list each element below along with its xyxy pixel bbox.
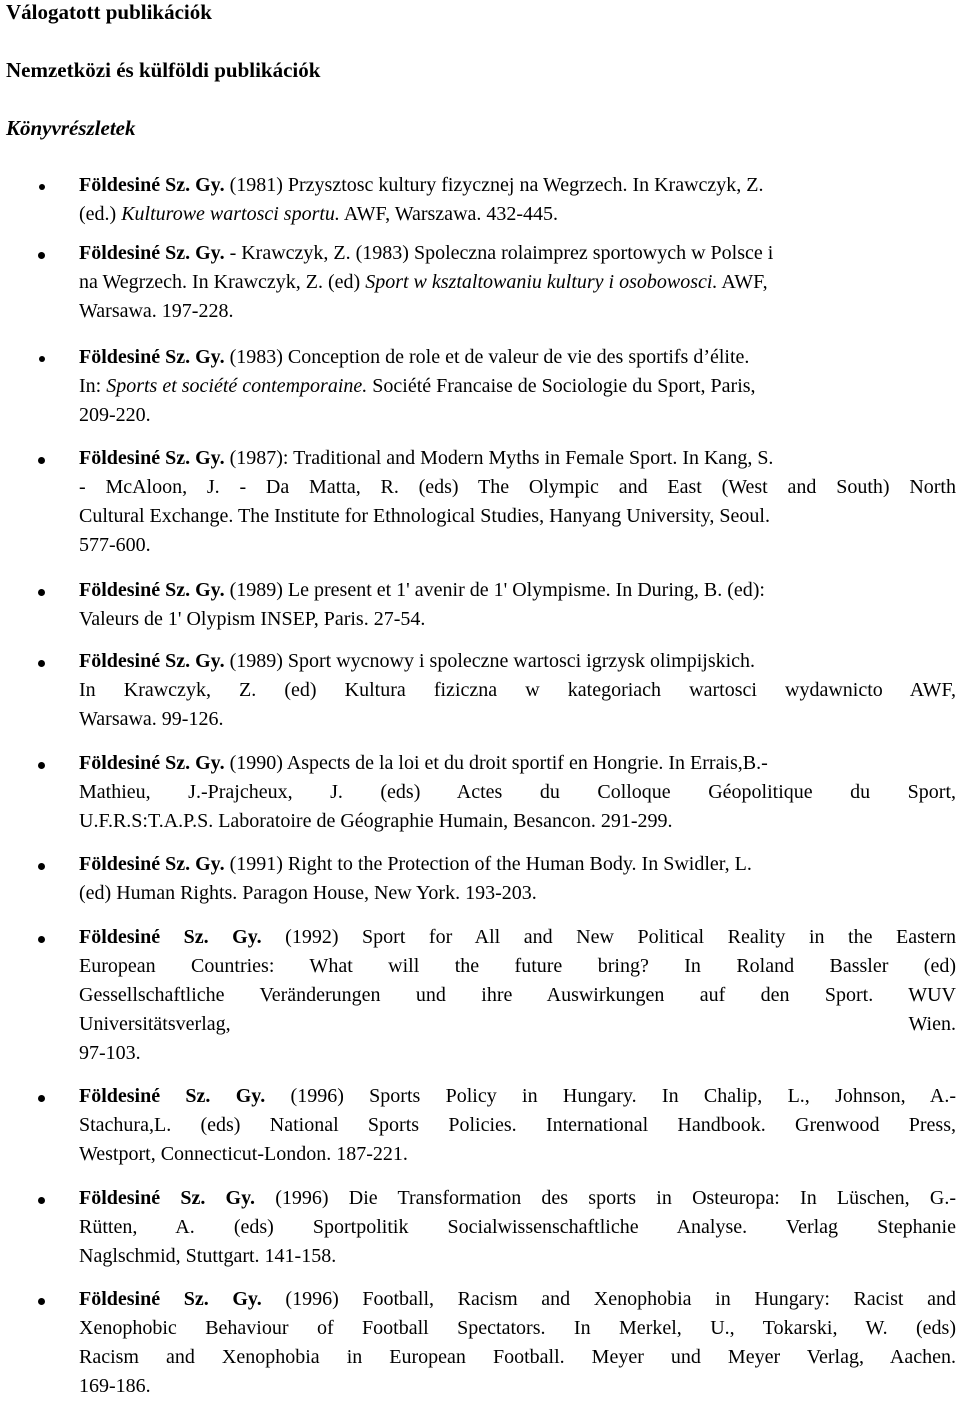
entry-author: Földesiné Sz. Gy.: [79, 174, 225, 196]
entry-author: Földesiné Sz. Gy.: [79, 1085, 266, 1107]
entry-author: Földesiné Sz. Gy.: [79, 650, 225, 672]
bullet-icon: [38, 1298, 45, 1305]
entry-text: Xenophobic Behaviour of Football Spectators. In Merkel, U., Tokarski, W. (eds): [79, 1317, 956, 1339]
entry-text: Cultural Exchange. The Institute for Ethnological Studies, Hanyang University, Seoul.: [79, 505, 770, 527]
entry-text: 209-220.: [79, 404, 151, 426]
entry-author: Földesiné Sz. Gy.: [79, 579, 225, 601]
publication-entry: [79, 444, 956, 560]
entry-text: 97-103.: [79, 1042, 141, 1064]
entry-text: (1990) Aspects de la loi et du droit sportif en Hongrie. In Errais,B.-: [224, 752, 768, 774]
bullet-icon: [38, 252, 45, 259]
entry-text: In:: [79, 375, 107, 397]
entry-text: (1983) Conception de role et de valeur de vie des sportifs d’élite.: [224, 346, 750, 368]
bullet-icon: [39, 356, 45, 362]
entry-title-italic: Sports et société contemporaine.: [106, 375, 368, 397]
publication-entry: [79, 171, 956, 229]
entry-author: Földesiné Sz. Gy.: [79, 853, 225, 875]
entry-text: (1981) Przysztosc kultury fizycznej na Wegrzech. In Krawczyk, Z.: [224, 174, 764, 196]
entry-text: (ed.): [79, 203, 122, 225]
bullet-icon: [38, 762, 45, 769]
publication-entry: [79, 239, 956, 326]
entry-text: Stachura,L. (eds) National Sports Policies. International Handbook. Grenwood Press,: [79, 1114, 956, 1136]
entry-text: (1987): Traditional and Modern Myths in Female Sport. In Kang, S.: [224, 447, 774, 469]
entry-text: (1989) Le present et 1' avenir de 1' Olympisme. In During, B. (ed):: [224, 579, 765, 601]
publication-entry: [79, 576, 956, 634]
entry-text: (1996) Die Transformation des sports in Osteuropa: In Lüschen, G.-: [255, 1187, 956, 1209]
bullet-icon: [39, 184, 45, 190]
entry-text: (ed) Human Rights. Paragon House, New York. 193-203.: [79, 882, 537, 904]
entry-text: AWF,: [717, 271, 768, 293]
entry-author: Földesiné Sz. Gy.: [79, 242, 225, 264]
bullet-icon: [38, 660, 45, 667]
entry-text: - Krawczyk, Z. (1983) Spoleczna rolaimprez sportowych w Polsce i: [224, 242, 774, 264]
entry-text: Westport, Connecticut-London. 187-221.: [79, 1143, 408, 1165]
entry-text: AWF, Warszawa. 432-445.: [339, 203, 559, 225]
entry-text: Warsawa. 99-126.: [79, 708, 224, 730]
page-title: Válogatott publikációk: [6, 0, 212, 24]
subsection-heading: Könyvrészletek: [6, 116, 136, 140]
entry-author: Földesiné Sz. Gy.: [79, 447, 225, 469]
entry-text: (1992) Sport for All and New Political Reality in the Eastern: [261, 926, 956, 948]
publication-entry: [79, 749, 956, 836]
bullet-icon: [38, 589, 45, 596]
entry-text: na Wegrzech. In Krawczyk, Z. (ed): [79, 271, 366, 293]
entry-title-italic: Kulturowe wartosci sportu.: [121, 203, 340, 225]
entry-author: Földesiné Sz. Gy.: [79, 752, 225, 774]
entry-text: Rütten, A. (eds) Sportpolitik Socialwissenschaftliche Analyse. Verlag Stephanie: [79, 1216, 956, 1238]
entry-text: Universitätsverlag, Wien.: [79, 1013, 956, 1035]
entry-author: Földesiné Sz. Gy.: [79, 346, 225, 368]
entry-author: Földesiné Sz. Gy.: [79, 1288, 262, 1310]
section-heading: Nemzetközi és külföldi publikációk: [6, 58, 321, 82]
entry-text: 169-186.: [79, 1375, 151, 1397]
entry-author: Földesiné Sz. Gy.: [79, 1187, 256, 1209]
publication-entry: [79, 923, 956, 1068]
entry-text: Mathieu, J.-Prajcheux, J. (eds) Actes du Colloque Géopolitique du Sport,: [79, 781, 956, 803]
bullet-icon: [38, 1095, 45, 1102]
entry-text: (1989) Sport wycnowy i spoleczne wartosci igrzysk olimpijskich.: [224, 650, 756, 672]
entry-text: - McAloon, J. - Da Matta, R. (eds) The Olympic and East (West and South) North: [79, 476, 956, 498]
bullet-icon: [38, 1197, 45, 1204]
entry-text: 577-600.: [79, 534, 151, 556]
entry-text: Société Francaise de Sociologie du Sport, Paris,: [367, 375, 756, 397]
entry-author: Földesiné Sz. Gy.: [79, 926, 262, 948]
entry-text: Racism and Xenophobia in European Football. Meyer und Meyer Verlag, Aachen.: [79, 1346, 956, 1368]
publication-entry: [79, 850, 956, 908]
entry-text: Valeurs de 1' Olypism INSEP, Paris. 27-54.: [79, 608, 426, 630]
entry-text: (1996) Football, Racism and Xenophobia in Hungary: Racist and: [261, 1288, 956, 1310]
bullet-icon: [38, 457, 45, 464]
entry-text: (1991) Right to the Protection of the Human Body. In Swidler, L.: [224, 853, 752, 875]
entry-text: Gessellschaftliche Veränderungen und ihre Auswirkungen auf den Sport. WUV: [79, 984, 956, 1006]
entry-text: Warsawa. 197-228.: [79, 300, 234, 322]
publication-entry: [79, 647, 956, 734]
publication-entry: [79, 1285, 956, 1401]
entry-title-italic: Sport w ksztaltowaniu kultury i osobowosci.: [365, 271, 718, 293]
publication-entry: [79, 1082, 956, 1169]
publication-entry: [79, 1184, 956, 1271]
entry-text: U.F.R.S:T.A.P.S. Laboratoire de Géographie Humain, Besancon. 291-299.: [79, 810, 673, 832]
entry-text: In Krawczyk, Z. (ed) Kultura fiziczna w kategoriach wartosci wydawnicto AWF,: [79, 679, 956, 701]
bullet-icon: [38, 936, 45, 943]
entry-text: (1996) Sports Policy in Hungary. In Chalip, L., Johnson, A.-: [265, 1085, 956, 1107]
entry-text: Naglschmid, Stuttgart. 141-158.: [79, 1245, 337, 1267]
bullet-icon: [38, 863, 45, 870]
entry-text: European Countries: What will the future bring? In Roland Bassler (ed): [79, 955, 956, 977]
publication-entry: [79, 343, 956, 430]
